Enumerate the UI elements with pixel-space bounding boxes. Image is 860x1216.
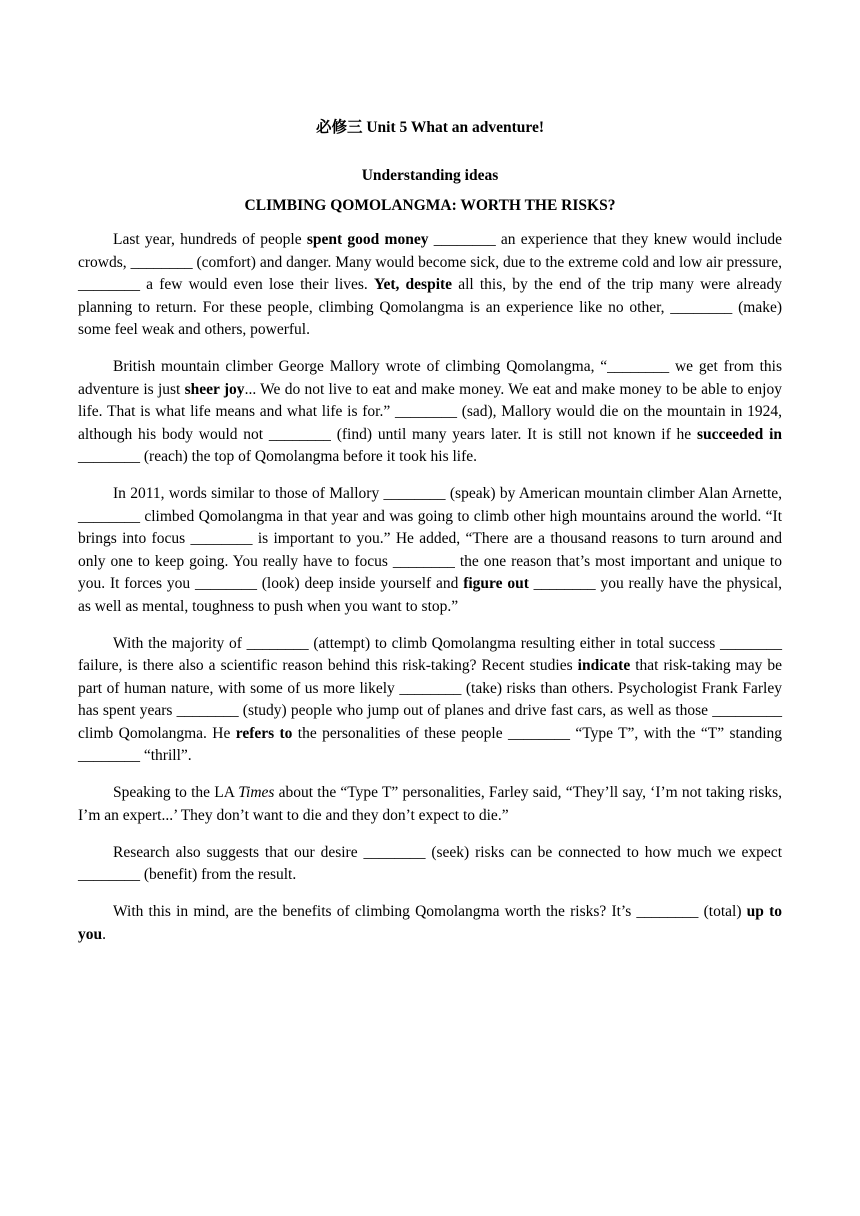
text-run: ... We do not live to eat and make money. We eat and make money to be able to enjoy life. That is what life means and what life is for.” ________ (sad), Mallory would die on the mountain in 1924, although his body would not ________ (find) until many years later. It is still not known if he	[78, 380, 782, 443]
text-run: ________ you really have the physical, as well as mental, toughness to push when you want to stop.”	[78, 575, 782, 615]
article-paragraph	[78, 229, 782, 342]
bold-phrase: indicate	[577, 657, 631, 674]
bold-phrase: figure out	[463, 575, 529, 592]
text-run: Last year, hundreds of people	[113, 231, 307, 248]
text-run: all this, by the end of the trip many were already planning to return. For these people, climbing Qomolangma is an experience like no other, ________ (make) some feel weak and others, powerful.	[78, 276, 782, 338]
text-run: With the majority of ________ (attempt) to climb Qomolangma resulting either in total success ________ failure, is there also a scientific reason behind this risk-taking? Recent studies	[78, 634, 782, 674]
bold-phrase: Yet, despite	[373, 276, 453, 293]
italic-phrase: Times	[238, 784, 275, 801]
text-run: Speaking to the LA	[113, 784, 239, 801]
text-run: British mountain climber George Mallory wrote of climbing Qomolangma, “________ we get from this adventure is just	[78, 358, 782, 398]
article-paragraph	[78, 483, 782, 618]
bold-phrase: up to you	[78, 903, 783, 943]
text-run: ________ (reach) the top of Qomolangma before it took his life.	[78, 448, 478, 465]
text-run: about the “Type T” personalities, Farley said, “They’ll say, ‘I’m not taking risks, I’m an expert...’ They don’t want to die and they don’t expect to die.”	[78, 784, 782, 824]
document-page	[78, 118, 782, 961]
text-run: that risk-taking may be part of human nature, with some of us more likely ________ (take) risks than others. Psychologist Frank Farley has spent years ________ (study) people who jump out of planes and drive fast cars, as well as those _________ climb Qomolangma. He	[78, 657, 782, 742]
text-run: Research also suggests that our desire ________ (seek) risks can be connected to how much we expect ________ (benefit) from the result.	[78, 843, 782, 883]
article-heading: CLIMBING QOMOLANGMA: WORTH THE RISKS?	[244, 197, 616, 214]
article-paragraph	[78, 356, 782, 469]
article-paragraph	[78, 842, 782, 887]
text-run: .	[102, 925, 106, 943]
text-run: the personalities of these people ________ “Type T”, with the “T” standing ________ “thrill”.	[78, 724, 783, 764]
bold-phrase: spent good money	[306, 231, 429, 248]
text-run: In 2011, words similar to those of Mallory ________ (speak) by American mountain climber Alan Arnette, ________ climbed Qomolangma in that year and was going to climb other high mountains around the world. “It brings into focus ________ is important to you.” He added, “There are a thousand reasons to turn around and only one to keep going. You really have to focus ________ the one reason that’s most important and unique to you. It forces you ________ (look) deep inside yourself and	[78, 485, 782, 592]
bold-phrase: sheer joy	[184, 380, 245, 398]
article-paragraph	[78, 901, 782, 946]
bold-phrase: refers to	[235, 724, 293, 742]
document-title: 必修三 Unit 5 What an adventure!	[315, 119, 545, 136]
text-run: With this in mind, are the benefits of climbing Qomolangma worth the risks? It’s ________ (total)	[113, 903, 747, 920]
bold-phrase: succeeded in	[696, 425, 783, 443]
article-paragraph	[78, 633, 782, 768]
section-subtitle: Understanding ideas	[361, 167, 499, 184]
text-run: ________ an experience that they knew would include crowds, ________ (comfort) and danger. Many would become sick, due to the extreme cold and low air pressure, ________ a few would even lose their lives.	[78, 231, 782, 293]
article-paragraph	[78, 782, 782, 827]
